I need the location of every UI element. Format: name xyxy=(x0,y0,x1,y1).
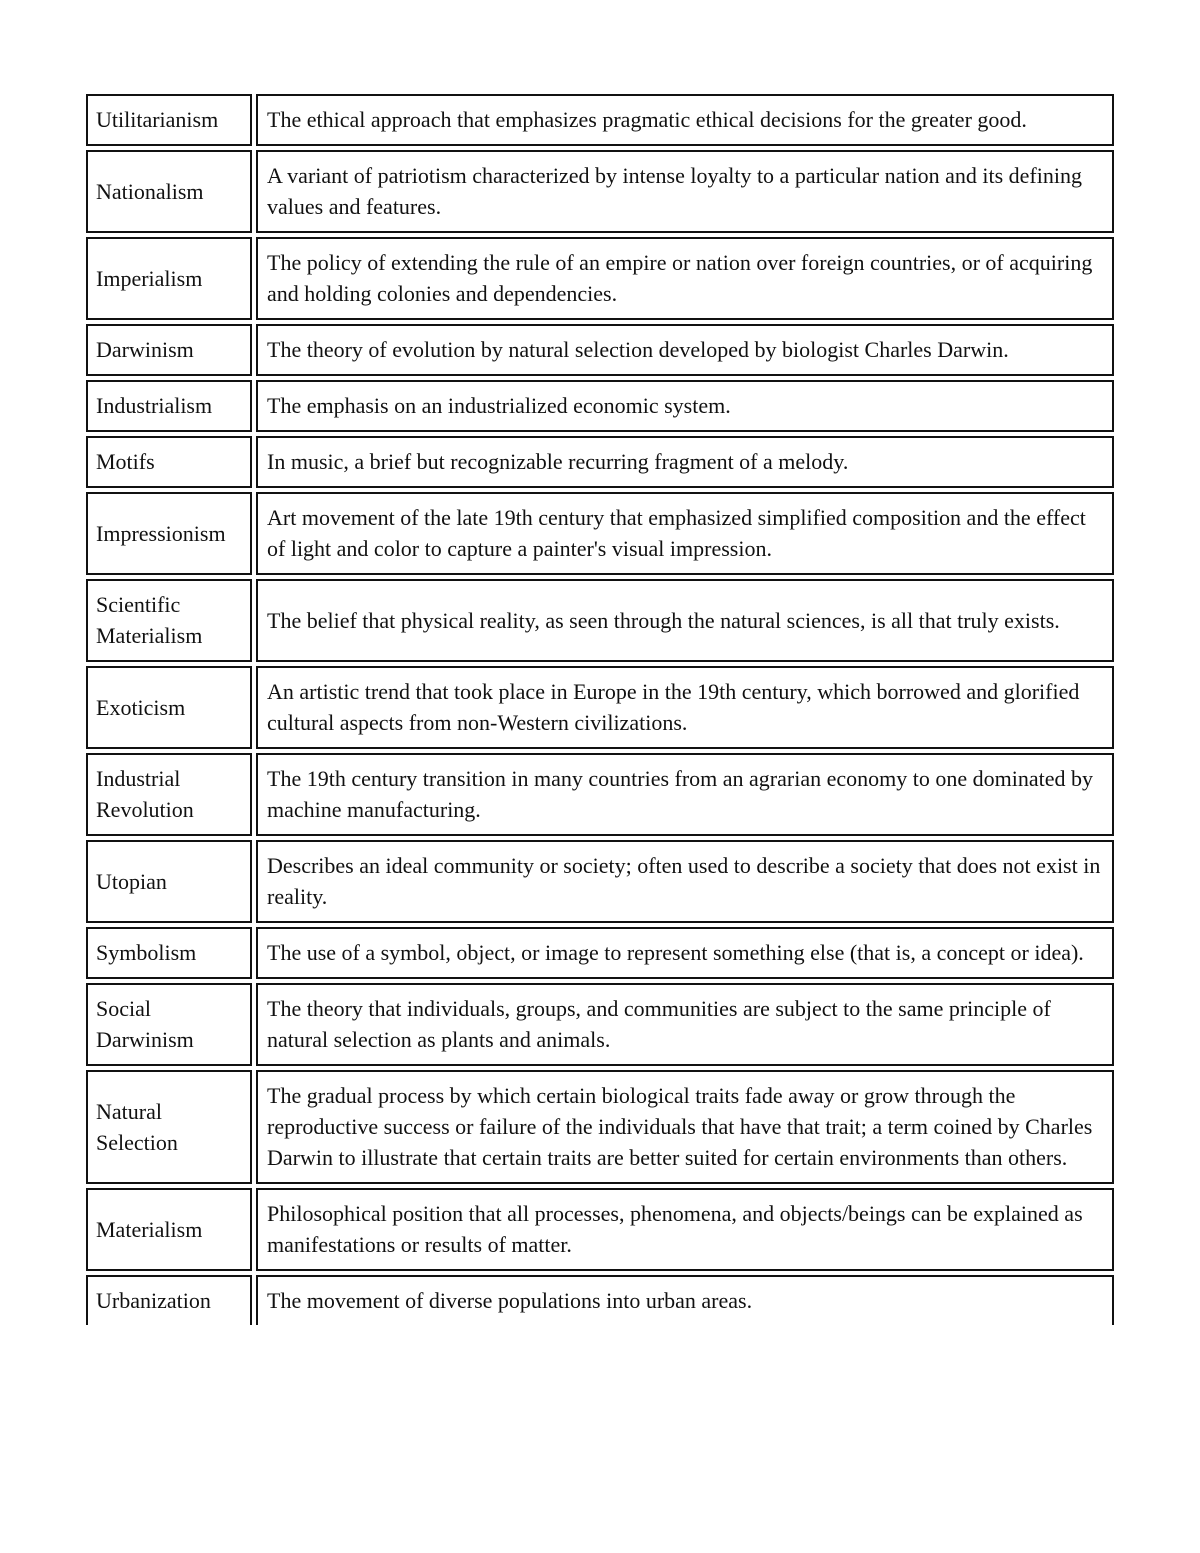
definition-cell: Philosophical position that all processes, phenomena, and objects/beings can be explained as manifestations or results of matter. xyxy=(256,1188,1114,1271)
definition-cell: The theory that individuals, groups, and communities are subject to the same principle of natural selection as plants and animals. xyxy=(256,983,1114,1066)
definition-cell: Describes an ideal community or society; often used to describe a society that does not exist in reality. xyxy=(256,840,1114,923)
term-cell: Exoticism xyxy=(86,666,252,749)
definition-cell: In music, a brief but recognizable recurring fragment of a melody. xyxy=(256,436,1114,488)
term-cell: Social Darwinism xyxy=(86,983,252,1066)
definition-cell: A variant of patriotism characterized by intense loyalty to a particular nation and its defining values and features. xyxy=(256,150,1114,233)
table-row xyxy=(86,579,1114,662)
term-cell: Darwinism xyxy=(86,324,252,376)
term-cell: Natural Selection xyxy=(86,1070,252,1184)
term-cell: Imperialism xyxy=(86,237,252,320)
definition-cell: The 19th century transition in many countries from an agrarian economy to one dominated by machine manufacturing. xyxy=(256,753,1114,836)
table-row xyxy=(86,666,1114,749)
term-cell: Utilitarianism xyxy=(86,94,252,146)
definition-cell: The movement of diverse populations into urban areas. xyxy=(256,1275,1114,1325)
term-cell: Impressionism xyxy=(86,492,252,575)
table-row xyxy=(86,1188,1114,1271)
table-row xyxy=(86,436,1114,488)
term-cell: Industrial Revolution xyxy=(86,753,252,836)
table-row xyxy=(86,492,1114,575)
term-cell: Utopian xyxy=(86,840,252,923)
term-cell: Symbolism xyxy=(86,927,252,979)
table-row xyxy=(86,983,1114,1066)
definition-cell: The emphasis on an industrialized economic system. xyxy=(256,380,1114,432)
table-row xyxy=(86,380,1114,432)
definition-cell: The ethical approach that emphasizes pragmatic ethical decisions for the greater good. xyxy=(256,94,1114,146)
table-row xyxy=(86,753,1114,836)
document-page xyxy=(86,94,1114,1406)
definition-cell: The use of a symbol, object, or image to represent something else (that is, a concept or idea). xyxy=(256,927,1114,979)
table-row xyxy=(86,1275,1114,1325)
term-cell: Nationalism xyxy=(86,150,252,233)
term-cell: Scientific Materialism xyxy=(86,579,252,662)
definition-cell: The policy of extending the rule of an empire or nation over foreign countries, or of acquiring and holding colonies and dependencies. xyxy=(256,237,1114,320)
definition-cell: An artistic trend that took place in Europe in the 19th century, which borrowed and glorified cultural aspects from non-Western civilizations. xyxy=(256,666,1114,749)
definition-cell: The theory of evolution by natural selection developed by biologist Charles Darwin. xyxy=(256,324,1114,376)
term-cell: Materialism xyxy=(86,1188,252,1271)
table-row xyxy=(86,237,1114,320)
table-row xyxy=(86,150,1114,233)
term-cell: Motifs xyxy=(86,436,252,488)
definition-cell: The belief that physical reality, as seen through the natural sciences, is all that truly exists. xyxy=(256,579,1114,662)
table-row xyxy=(86,324,1114,376)
term-cell: Industrialism xyxy=(86,380,252,432)
table-row xyxy=(86,1070,1114,1184)
term-cell: Urbanization xyxy=(86,1275,252,1325)
definition-cell: Art movement of the late 19th century that emphasized simplified composition and the effect of light and color to capture a painter's visual impression. xyxy=(256,492,1114,575)
table-row xyxy=(86,840,1114,923)
table-row xyxy=(86,94,1114,146)
table-row xyxy=(86,927,1114,979)
definition-cell: The gradual process by which certain biological traits fade away or grow through the reproductive success or failure of the individuals that have that trait; a term coined by Charles Darwin to illustrate that certain traits are better suited for certain environments than others. xyxy=(256,1070,1114,1184)
glossary-table xyxy=(86,94,1114,1329)
